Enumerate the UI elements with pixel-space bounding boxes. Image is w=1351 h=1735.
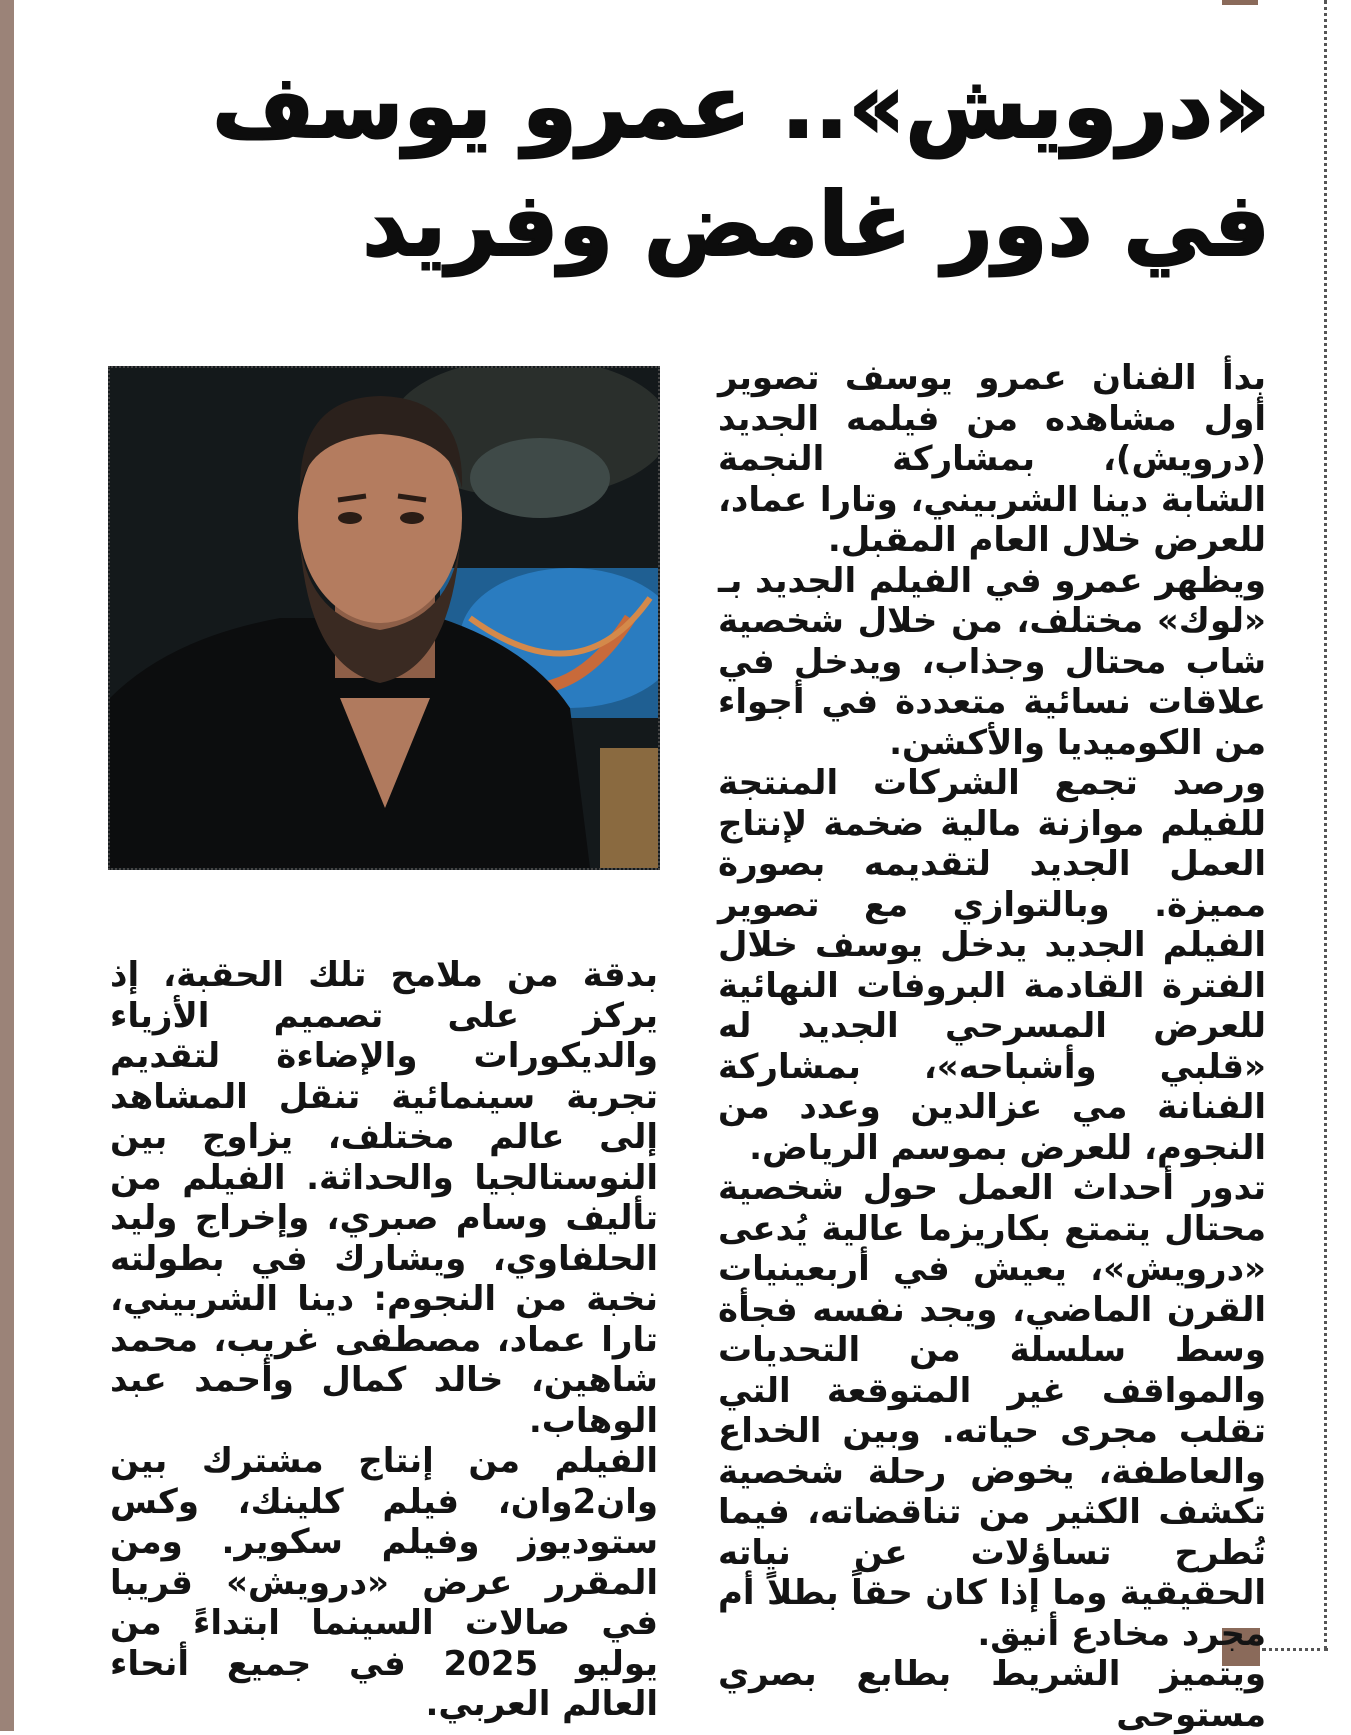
top-corner-square: [1222, 0, 1258, 5]
portrait-illustration: [110, 368, 658, 868]
paragraph: ورصد تجمع الشركات المنتجة للفيلم موازنة مالية ضخمة لإنتاج العمل الجديد لتقديمه بصورة مميزة. وبالتوازي مع تصوير الفيلم الجديد يدخل يوسف خلال الفترة القادمة البروفات النهائية للعرض المسرحي الجديد له «قلبي وأشباحه»، بمشاركة الفنانة مي عزالدين وعدد من النجوم، للعرض بموسم الرياض.: [718, 763, 1266, 1168]
headline-line-1: «درويش».. عمرو يوسف: [212, 55, 1270, 158]
paragraph: ويظهر عمرو في الفيلم الجديد بـ «لوك» مختلف، من خلال شخصية شاب محتال وجذاب، ويدخل في علاقات نسائية متعددة في أجواء من الكوميديا والأكشن.: [718, 560, 1266, 763]
paragraph: الفيلم من إنتاج مشترك بين وان2وان، فيلم كلينك، وكس ستوديوز وفيلم سكوير. ومن المقرر عرض «درويش» قريبا في صالات السينما ابتداءً من يوليو 2025 في جميع أنحاء العالم العربي.: [110, 1441, 658, 1724]
dotted-frame-horizontal: [1262, 1648, 1328, 1651]
left-margin-bar: [0, 0, 14, 1731]
article-column-right: [718, 358, 1266, 1735]
headline-line-2: في دور غامض وفريد: [362, 173, 1270, 276]
article-headline: [212, 48, 1270, 284]
article-photo: [108, 366, 660, 870]
dotted-frame-vertical: [1324, 0, 1327, 1650]
paragraph: بدأ الفنان عمرو يوسف تصوير أول مشاهده من فيلمه الجديد (درويش)، بمشاركة النجمة الشابة دينا الشربيني، وتارا عماد، للعرض خلال العام المقبل.: [718, 358, 1266, 560]
paragraph: تدور أحداث العمل حول شخصية محتال يتمتع بكاريزما عالية يُدعى «درويش»، يعيش في أربعينيات القرن الماضي، ويجد نفسه فجأة وسط سلسلة من التحديات والمواقف غير المتوقعة التي تقلب مجرى حياته. وبين الخداع والعاطفة، يخوض رحلة شخصية تكشف الكثير من تناقضاته، فيما تُطرح تساؤلات عن نياته الحقيقية وما إذا كان حقاً بطلاً أم مجرد مخادع أنيق.: [718, 1168, 1266, 1654]
paragraph: ويتميز الشريط بطابع بصري مستوحى: [718, 1654, 1266, 1735]
article-column-left: [110, 955, 658, 1725]
paragraph: بدقة من ملامح تلك الحقبة، إذ يركز على تصميم الأزياء والديكورات والإضاءة لتقديم تجربة سينمائية تنقل المشاهد إلى عالم مختلف، يزاوج بين النوستالجيا والحداثة. الفيلم من تأليف وسام صبري، وإخراج وليد الحلفاوي، ويشارك في بطولته نخبة من النجوم: دينا الشربيني، تارا عماد، مصطفى غريب، محمد شاهين، خالد كمال وأحمد عبد الوهاب.: [110, 955, 658, 1441]
